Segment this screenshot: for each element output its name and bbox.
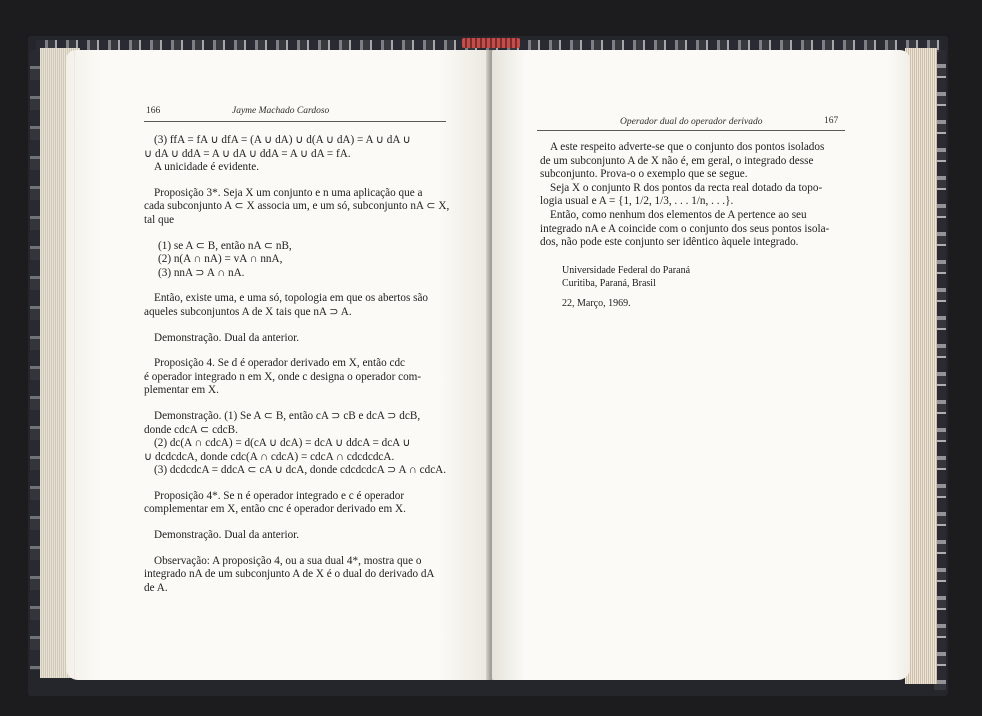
proposition-heading-line: Proposição 4*. Se n é operador integrado e c é operador bbox=[154, 489, 405, 502]
proposition-heading-line: Proposição 4. Se d é operador derivado em X, então cdc bbox=[154, 357, 406, 370]
text-line: Seja X o conjunto R dos pontos da recta real dotado da topo- bbox=[550, 181, 823, 194]
formula-line: (3) ffA = fA ∪ dfA = (A ∪ dA) ∪ d(A ∪ dA) = A ∪ dA ∪ bbox=[154, 134, 411, 146]
text-line: aqueles subconjuntos A de X tais que nA ⊃ A. bbox=[144, 305, 352, 318]
proposition-heading-line: Proposição 3*. Seja X um conjunto e n uma aplicação que a bbox=[154, 186, 423, 199]
text-line: A este respeito adverte-se que o conjunto dos pontos isolados bbox=[550, 141, 825, 153]
left-page-body bbox=[144, 134, 450, 595]
right-header-rule bbox=[537, 130, 845, 131]
text-line: plementar em X. bbox=[144, 384, 219, 397]
text-line: cada subconjunto A ⊂ X associa um, e um só, subconjunto nA ⊂ X, bbox=[144, 200, 450, 213]
text-line: integrado nA de um subconjunto A de X é o dual do derivado dA bbox=[144, 568, 435, 581]
right-running-title: Operador dual do operador derivado bbox=[620, 117, 763, 127]
page-shadow bbox=[74, 50, 75, 680]
text-line: Então, como nenhum dos elementos de A pertence ao seu bbox=[550, 208, 807, 221]
formula-line: (3) dcdcdcA = ddcA ⊂ cA ∪ dcA, donde cdcdcdcA ⊃ A ∩ cdcA. bbox=[154, 464, 447, 477]
demonstration-line: Demonstração. Dual da anterior. bbox=[154, 331, 300, 344]
left-page-number: 166 bbox=[146, 106, 161, 116]
list-item: (2) n(A ∩ nA) = vA ∩ nnA, bbox=[158, 253, 283, 266]
text-line: complementar em X, então cnc é operador derivado em X. bbox=[144, 503, 406, 516]
text-line: dos, não pode este conjunto ser idêntico àquele integrado. bbox=[540, 236, 799, 249]
observation-line: Observação: A proposição 4, ou a sua dual 4*, mostra que o bbox=[154, 554, 422, 567]
affiliation-line: Universidade Federal do Paraná bbox=[562, 265, 691, 276]
affiliation-line: Curitiba, Paraná, Brasil bbox=[562, 277, 656, 289]
text-line: tal que bbox=[144, 213, 175, 226]
list-item: (3) nnA ⊃ A ∩ nA. bbox=[158, 266, 245, 279]
spine-headband bbox=[462, 38, 520, 48]
text-line: é operador integrado n em X, onde c designa o operador com- bbox=[144, 370, 422, 383]
text-line: subconjunto. Prova-o o exemplo que se segue. bbox=[540, 168, 748, 181]
date-line: 22, Março, 1969. bbox=[562, 298, 631, 309]
demonstration-line: Demonstração. (1) Se A ⊂ B, então cA ⊃ cB e dcA ⊃ dcB, bbox=[154, 409, 421, 422]
formula-line: ∪ dcdcdcA, donde cdc(A ∩ cdcA) = cdcA ∩ cdcdcdcA. bbox=[144, 450, 395, 463]
text-line: de um subconjunto A de X não é, em geral, o integrado desse bbox=[540, 154, 814, 167]
formula-line: (2) dc(A ∩ cdcA) = d(cA ∪ dcA) = dcA ∪ ddcA = dcA ∪ bbox=[154, 437, 411, 450]
list-item: (1) se A ⊂ B, então nA ⊂ nB, bbox=[158, 239, 292, 252]
text-line: integrado nA e A coincide com o conjunto dos seus pontos isola- bbox=[540, 222, 830, 235]
text-line: de A. bbox=[144, 581, 168, 594]
formula-line: ∪ dA ∪ ddA = A ∪ dA ∪ ddA = A ∪ dA = fA. bbox=[144, 147, 351, 160]
text-line: A unicidade é evidente. bbox=[154, 161, 259, 174]
right-page-body bbox=[540, 141, 846, 250]
affiliation-block bbox=[562, 265, 822, 290]
left-header-rule bbox=[144, 121, 446, 122]
text-line: logia usual e A = {1, 1/2, 1/3, . . . 1/n, . . .}. bbox=[540, 195, 734, 208]
text-line: Então, existe uma, e uma só, topologia em que os abertos são bbox=[154, 292, 429, 305]
text-line: donde cdcA ⊂ cdcB. bbox=[144, 423, 238, 436]
right-page-number: 167 bbox=[824, 116, 839, 126]
demonstration-line: Demonstração. Dual da anterior. bbox=[154, 529, 300, 542]
left-running-title: Jayme Machado Cardoso bbox=[232, 106, 330, 116]
